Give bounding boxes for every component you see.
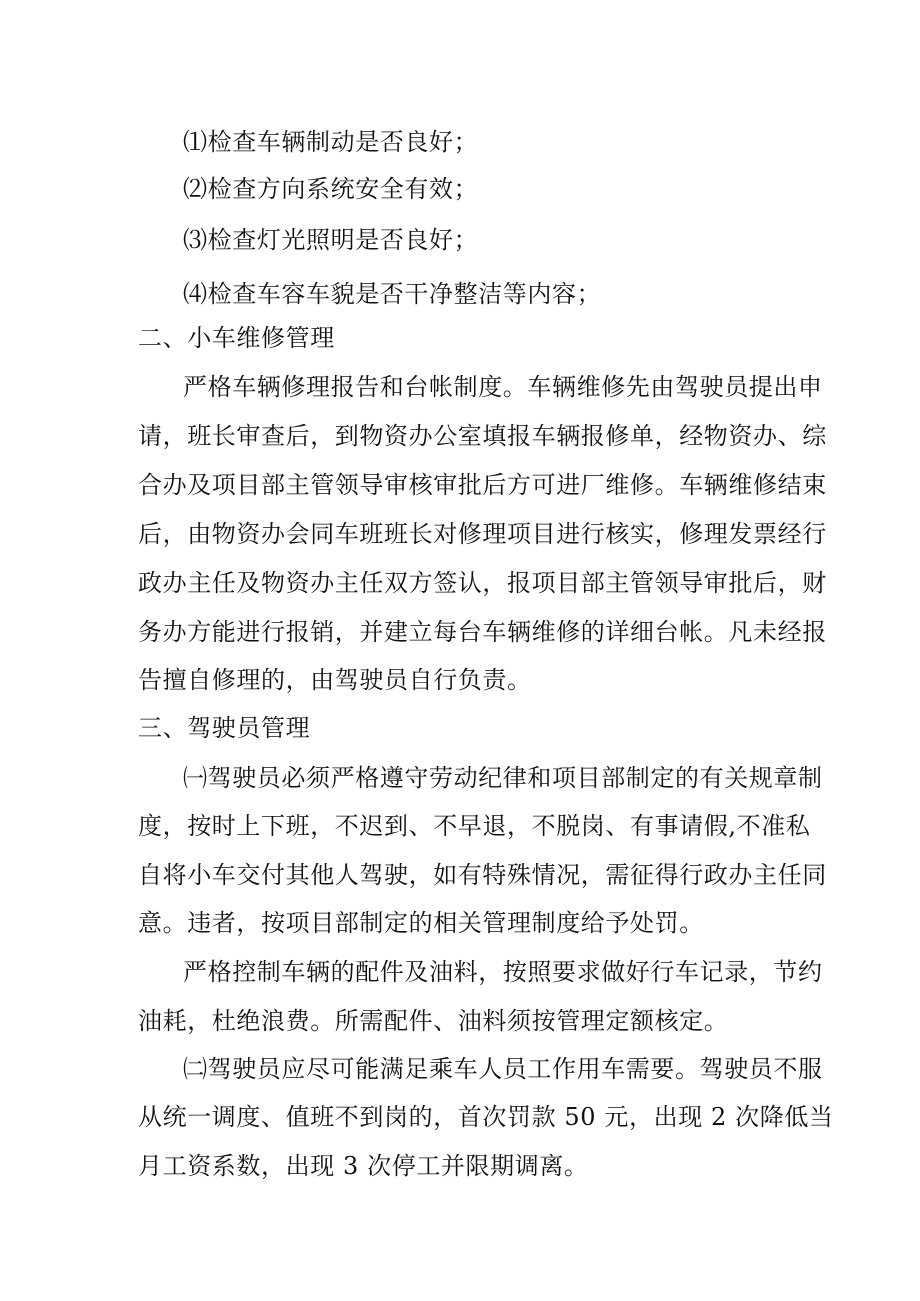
check-item-4: ⑷检查车容车貌是否干净整洁等内容； <box>183 280 602 308</box>
section-3-paragraph-1-line: 意。违者，按项目部制定的相关管理制度给予处罚。 <box>138 909 704 937</box>
section-3-heading: 三、驾驶员管理 <box>138 714 311 742</box>
section-2-paragraph-line: 政办主任及物资办主任双方签认，报项目部主管领导审批后，财 <box>138 569 827 597</box>
check-item-2: ⑵检查方向系统安全有效； <box>183 175 479 203</box>
section-3-paragraph-1-line: ㈠驾驶员必须严格遵守劳动纪律和项目部制定的有关规章制 <box>183 764 823 792</box>
section-3-paragraph-3-line: ㈡驾驶员应尽可能满足乘车人员工作用车需要。驾驶员不服 <box>183 1055 823 1083</box>
section-2-paragraph-line: 请，班长审查后，到物资办公室填报车辆报修单，经物资办、综 <box>138 422 827 450</box>
section-3-paragraph-2-line: 严格控制车辆的配件及油料，按照要求做好行车记录，节约 <box>183 958 823 986</box>
section-2-paragraph-line: 严格车辆修理报告和台帐制度。车辆维修先由驾驶员提出申 <box>183 373 823 401</box>
section-3-paragraph-3-line: 从统一调度、值班不到岗的，首次罚款 50 元，出现 2 次降低当 <box>138 1103 834 1131</box>
section-2-paragraph-line: 务办方能进行报销，并建立每台车辆维修的详细台帐。凡未经报 <box>138 618 827 646</box>
section-3-paragraph-2-line: 油耗，杜绝浪费。所需配件、油料须按管理定额核定。 <box>138 1007 729 1035</box>
section-2-paragraph-line: 后，由物资办会同车班班长对修理项目进行核实，修理发票经行 <box>138 520 827 548</box>
section-3-paragraph-1-line: 度，按时上下班，不迟到、不早退，不脱岗、有事请假,不准私 <box>138 812 811 840</box>
section-3-paragraph-3-line: 月工资系数，出现 3 次停工并限期调离。 <box>138 1152 589 1180</box>
check-item-1: ⑴检查车辆制动是否良好； <box>183 128 479 156</box>
check-item-3: ⑶检查灯光照明是否良好； <box>183 226 479 254</box>
section-2-heading: 二、小车维修管理 <box>138 324 335 352</box>
section-3-paragraph-1-line: 自将小车交付其他人驾驶，如有特殊情况，需征得行政办主任同 <box>138 861 827 889</box>
section-2-paragraph-line: 告擅自修理的，由驾驶员自行负责。 <box>138 666 532 694</box>
section-2-paragraph-line: 合办及项目部主管领导审核审批后方可进厂维修。车辆维修结束 <box>138 471 827 499</box>
